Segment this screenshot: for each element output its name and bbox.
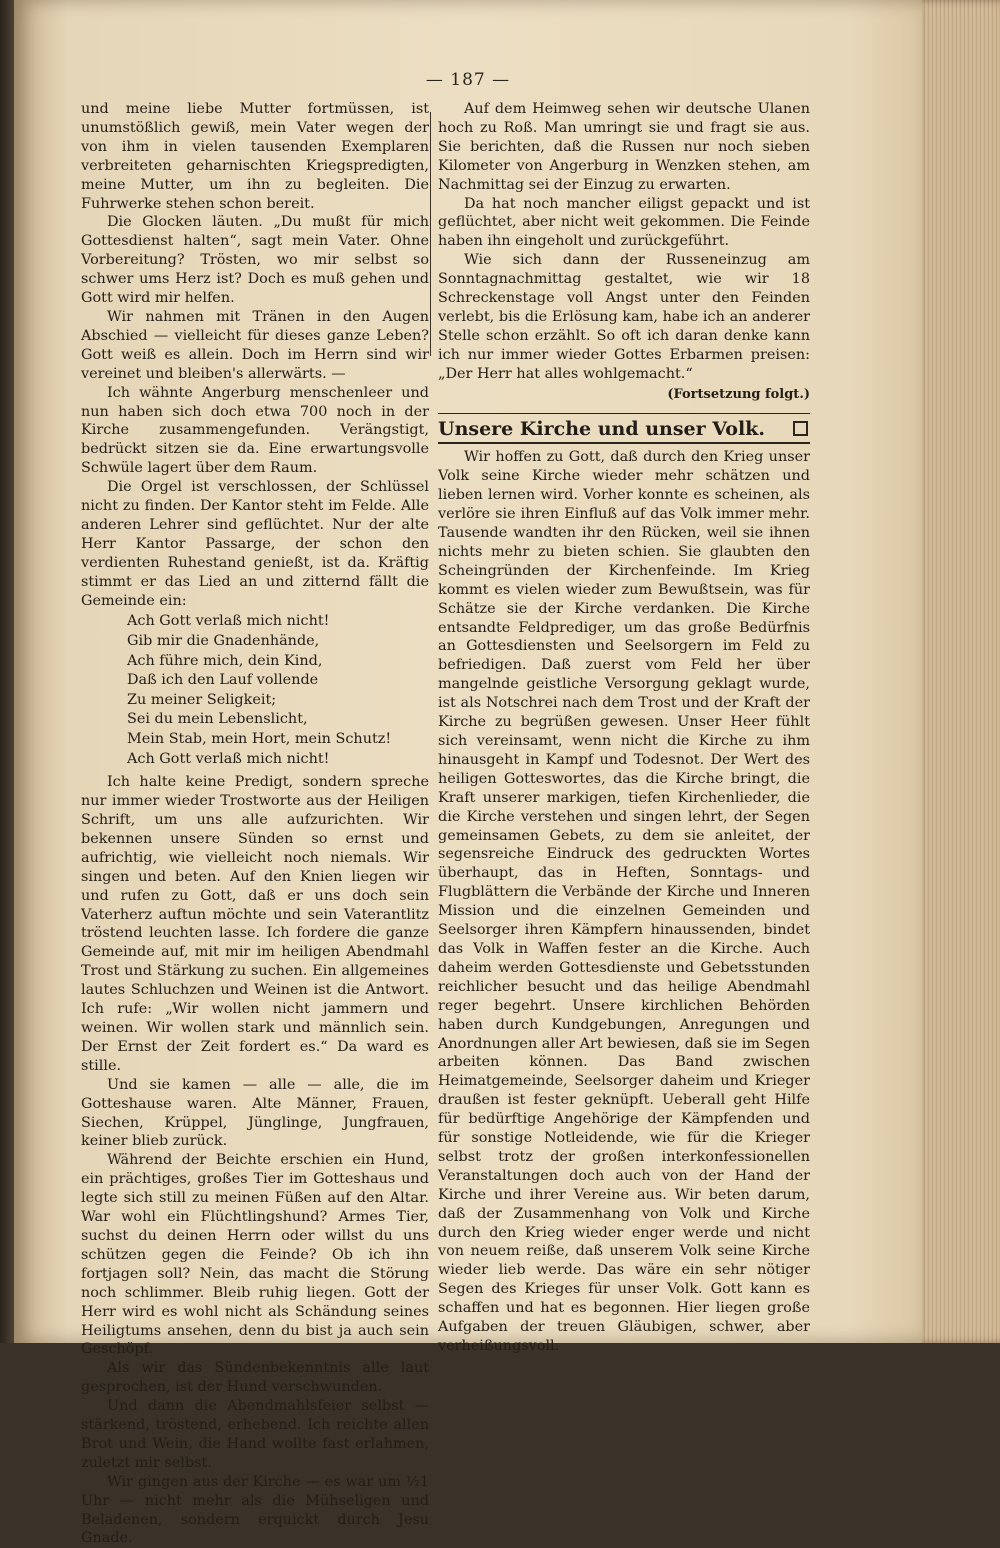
paragraph: Und sie kamen — alle — alle, die im Gotteshause waren. Alte Männer, Frauen, Siechen, Krüppel, Jünglinge, Jungfrauen, keiner blieb zurück. [81,1076,429,1150]
paragraph: Wir gingen aus der Kirche — es war um ½1 Uhr — nicht mehr als die Mühseligen und Beladenen, sondern erquickt durch Jesu Gnade. [81,1473,429,1547]
verse-line: Ach Gott verlaß mich nicht! [127,750,330,767]
article-body: Wir hoffen zu Gott, daß durch den Krieg unser Volk seine Kirche wieder mehr schätzen und lieben lernen wird. Vorher konnte es scheinen, als verlöre sie ihren Einfluß auf das Volk immer mehr. Tausende wandten ihr den Rücken, weil sie ihnen nichts mehr zu bieten schien. Sie glaubten den Scheingründen der Kirchenfeinde. Im Krieg kommt es vielen wieder zum Bewußtsein, was für Schätze sie der Kirche verdanken. Die Kirche entsandte Feldprediger, um das große Bedürfnis an Gottesdiensten und Seelsorgern im Feld zu befriedigen. Daß zuerst vom Feld her über mangelnde geistliche Versorgung geklagt wurde, ist als Notschrei nach dem Trost und der Kraft der Kirche zu begrüßen gewesen. Unser Heer fühlt sich vereinsamt, wenn nicht die Kirche zu ihm hinausgeht in Kampf und Todesnot. Der Wert des heiligen Gotteswortes, das die Kirche bringt, die Kraft unserer markigen, tiefen Kirchenlieder, die die Kirche verstehen und singen lehrt, der Segen gemeinsamen Gebets, zu dem sie anleitet, der segensreiche Eindruck des gedruckten Wortes überhaupt, das in Heften, Sonntags- und Flugblättern die Verbände der Kirche und Inneren Mission und die einzelnen Gemeinden und Seelsorger ihren Kämpfern hinaussenden, bindet das Volk in Waffen fester an die Kirche. Auch daheim werden Gottesdienste und Gebetsstunden reichlicher besucht und das heilige Abendmahl reger begehrt. Unsere kirchlichen Behörden haben durch Kundgebungen, Anregungen und Anordnungen aller Art bewiesen, daß sie im Segen arbeiten können. Das Band zwischen Heimatgemeinde, Seelsorger daheim und Krieger draußen ist fester geknüpft. Ueberall geht Hilfe für bedürftige Angehörige der Kämpfenden und für sonstige Notleidende, wie für die Krieger selbst trotz der großen interkonfessionellen Veranstaltungen doch auch von der Hand der Kirche und ihrer Vereine aus. Wir beten darum, daß der Zusammenhang von Volk und Kirche durch den Krieg wieder enger werde und nicht von neuem reiße, daß unserem Volk seine Kirche wieder lieb werde. Das wäre ein sehr nötiger Segen des Krieges für unser Volk. Gott kann es schaffen und hat es begonnen. Hier liegen große Aufgaben der treuen Gläubigen, schwer, aber verheißungsvoll. [438,449,810,1354]
left-column [81,100,429,1548]
verse-line: Gib mir die Gnadenhände, [127,633,320,650]
article-heading [438,414,810,445]
paragraph: Wir nahmen mit Tränen in den Augen Abschied — vielleicht für dieses ganze Leben? Gott weiß es allein. Doch im Herrn sind wir vereinet und bleiben's allerwärts. — [81,308,429,382]
column-divider [430,112,431,356]
paragraph: Auf dem Heimweg sehen wir deutsche Ulanen hoch zu Roß. Man umringt sie und fragt sie aus. Sie berichten, daß die Russen nur noch sieben Kilometer von Angerburg in Wenzken stehen, am Nachmittag sei der Einzug zu erwarten. [438,101,810,193]
paragraph: Da hat noch mancher eiligst gepackt und ist geflüchtet, aber nicht weit gekommen. Die Feinde haben ihn eingeholt und zurückgeführt. [438,195,810,250]
paragraph: Und dann die Abendmahlsfeier selbst — stärkend, tröstend, erhebend. Ich reichte allen Brot und Wein, die Hand wollte fast erlahmen, zuletzt mir selbst. [81,1398,429,1471]
book-page [14,0,922,1547]
continuation-note: (Fortsetzung folgt.) [667,386,810,402]
paragraph: und meine liebe Mutter fortmüssen, ist unumstößlich gewiß, mein Vater wegen der von ihm in vielen tausenden Exemplaren verbreiteten geharnischten Kriegspredigten, meine Mutter, um ihn zu begleiten. Die Fuhrwerke stehen schon bereit. [81,101,429,212]
verse-line: Daß ich den Lauf vollende [127,672,319,689]
verse-line: Sei du mein Lebenslicht, [127,711,308,728]
verse-line: Ach Gott verlaß mich nicht! [127,613,330,630]
verse-line: Mein Stab, mein Hort, mein Schutz! [127,731,392,748]
paragraph: Ich halte keine Predigt, sondern spreche nur immer wieder Trostworte aus der Heiligen Schrift, um uns alle aufzurichten. Wir bekennen unsere Sünden so ernst und aufrichtig, wie vielleicht noch niemals. Wir singen und beten. Auf den Knien liegen wir und rufen zu Gott, daß er uns doch sein Vaterherz auftun möchte und sein Vaterantlitz tröstend leuchten lasse. Ich fordere die ganze Gemeinde auf, mit mir im heiligen Abendmahl Trost und Stärkung zu suchen. Ein allgemeines lautes Schluchzen und Weinen ist die Antwort. Ich rufe: „Wir wollen nicht jammern und weinen. Wir wollen stark und männlich sein. Der Ernst der Zeit fordert es.“ Da ward es stille. [81,774,429,1074]
hymn-verse [127,612,429,769]
paragraph: Ich wähnte Angerburg menschenleer und nun haben sich doch etwa 700 noch in der Kirche zusammengefunden. Verängstigt, bedrückt sitzen sie da. Eine erwartungsvolle Schwüle lagert über dem Raum. [81,384,429,477]
verse-line: Zu meiner Seligkeit; [127,691,277,708]
square-ornament-icon [793,421,808,436]
page-number: — 187 — [425,70,511,90]
paragraph: Als wir das Sündenbekenntnis alle laut gesprochen, ist der Hund verschwunden. [81,1360,429,1396]
paragraph: Die Glocken läuten. „Du mußt für mich Gottesdienst halten“, sagt mein Vater. Ohne Vorbereitung? Trösten, wo mir selbst so schwer ums Herz ist? Doch es muß gehen und Gott wird mir helfen. [81,214,429,307]
paragraph: Wie sich dann der Russeneinzug am Sonntagnachmittag gestaltet, wie wir 18 Schreckenstage voll Angst unter den Feinden verlebt, bis die Erlösung kam, habe ich an anderer Stelle schon erzählt. So oft ich daran denke kann ich nur immer wieder Gottes Erbarmen preisen: „Der Herr hat alles wohlgemacht.“ [438,252,810,382]
paragraph: Während der Beichte erschien ein Hund, ein prächtiges, großes Tier im Gotteshaus und legte sich still zu meinen Füßen auf den Altar. War wohl ein Flüchtlingshund? Armes Tier, suchst du deinen Herrn oder willst du uns schützen gegen die Feinde? Ob ich ihn fortjagen soll? Nein, das macht die Störung noch schlimmer. Bleib ruhig liegen. Gott der Herr wird es wohl nicht als Schändung seines Heiligtums ansehen, denn du bist ja auch sein Geschöpf. [81,1152,429,1358]
page-stack-edge [912,0,1000,1343]
verse-line: Ach führe mich, dein Kind, [127,652,323,669]
paragraph: Die Orgel ist verschlossen, der Schlüssel nicht zu finden. Der Kantor steht im Felde. Alle anderen Lehrer sind geflüchtet. Nur der alte Herr Kantor Passarge, der schon den verdienten Ruhestand genießt, ist da. Kräftig stimmt er das Lied an und zitternd fällt die Gemeinde ein: [81,479,429,609]
right-column [438,100,810,1356]
article-title: Unsere Kirche und unser Volk. [438,417,765,440]
